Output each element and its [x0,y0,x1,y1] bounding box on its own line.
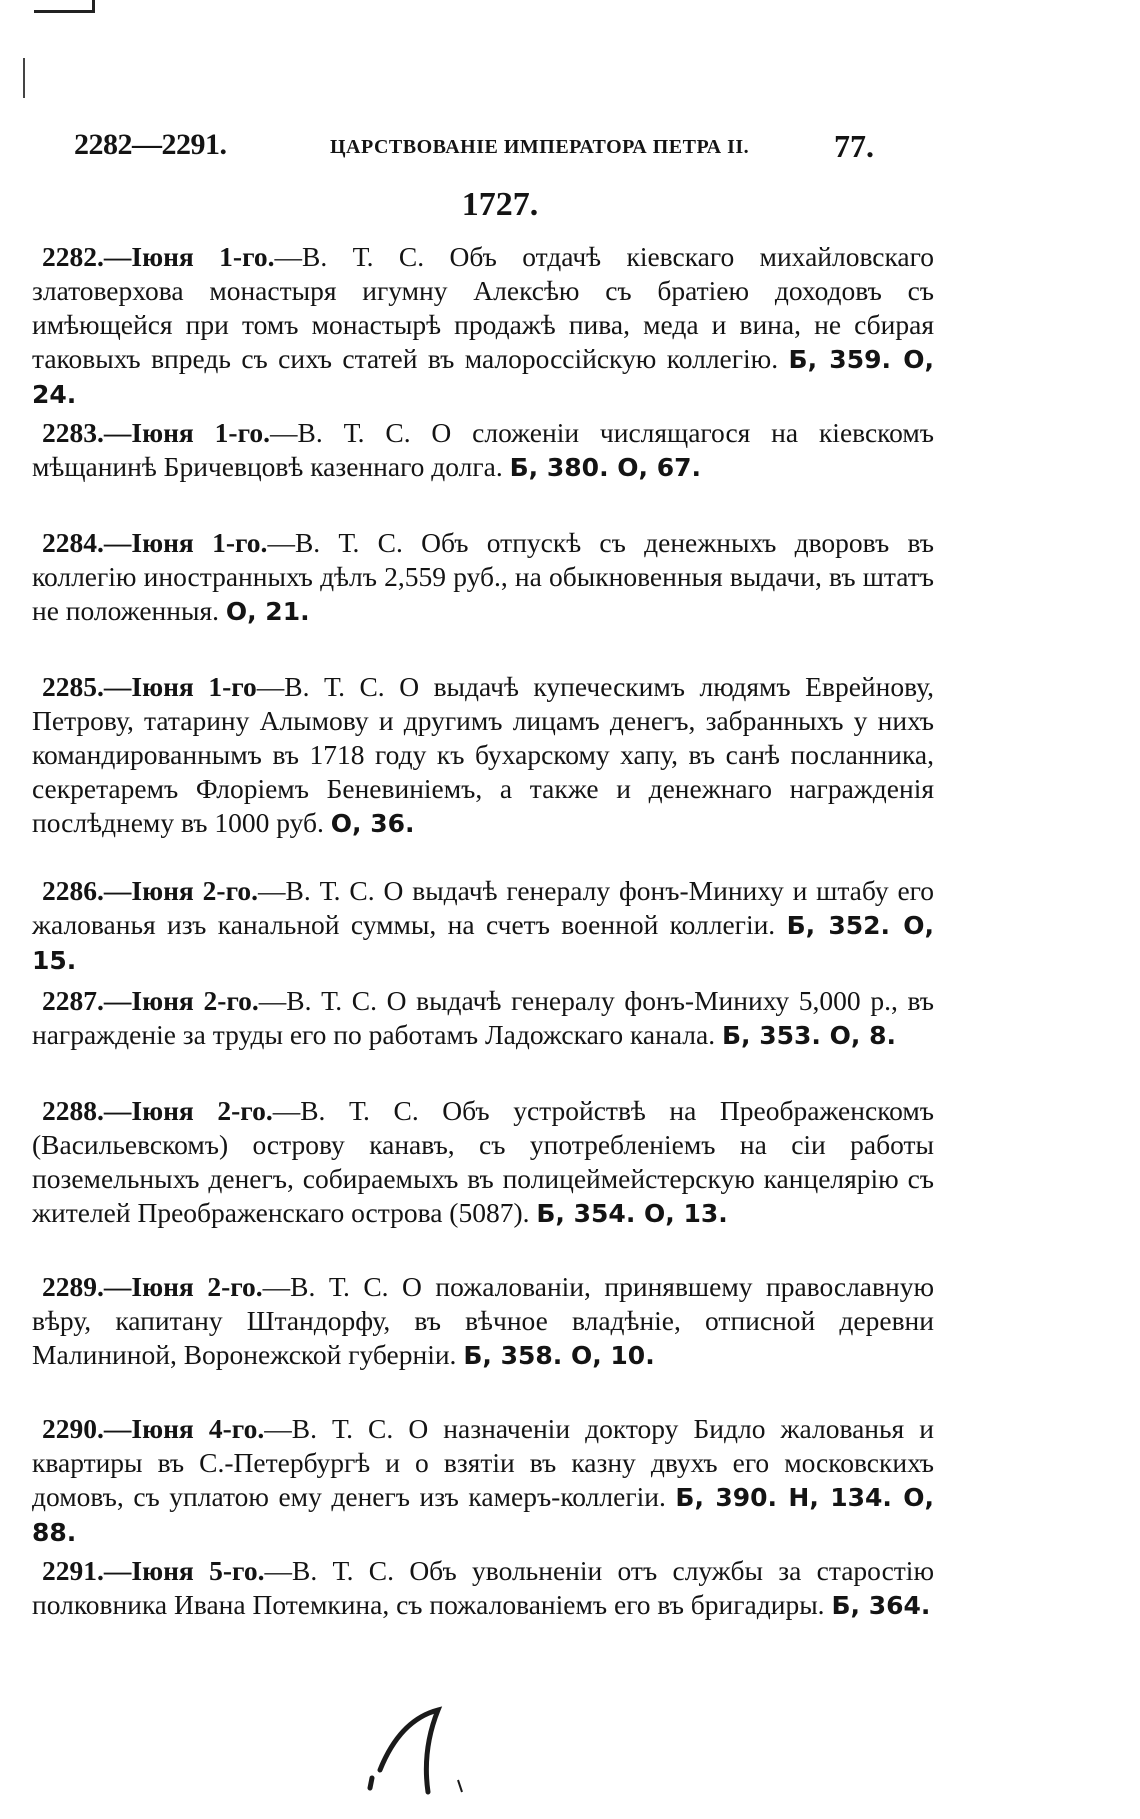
entry [32,240,934,409]
entry-text: —В. Т. С. Объ устройствѣ на Преображенскомъ (Васильевскомъ) острову канавъ, съ употребленіемъ на сіи работы поземельныхъ денегъ, собираемыхъ въ полицеймейстерскую канцелярію съ жителей Преображенскаго острова (5087). [32,1095,935,1228]
entry-date: —Іюня 2-го. [103,875,259,906]
entry-refs: Б, 364. [831,1591,931,1620]
entry-text: —В. Т. С. Объ увольненіи отъ службы за старостію полковника Ивана Потемкина, съ пожалованіемъ его въ бригадиры. [32,1555,934,1620]
entry-refs: Б, 359. О, 24. [32,345,934,409]
handwritten-mark [350,1700,480,1800]
entry [32,1094,934,1230]
entry-number: 2285. [42,671,104,702]
page-number: 77. [834,128,874,164]
entry [32,1412,935,1547]
entry-refs: О, 36. [330,809,415,838]
entry [32,984,934,1052]
entry-text: —В. Т. С. О пожалованіи, принявшему православную вѣру, капитану Штандорфу, въ вѣчное владѣніе, отписной деревни Малининой, Воронежской губерніи. [32,1271,935,1370]
running-head [74,128,874,168]
entry [32,874,935,975]
entry-text: —В. Т. С. Объ отпускѣ съ денежныхъ дворовъ въ коллегію иностранныхъ дѣлъ 2,559 руб., на обыкновенныя выдачи, въ штатъ не положенныя. [32,527,934,626]
entry-date: —Іюня 1-го [103,671,257,702]
entry-refs: О, 21. [225,597,310,626]
entry-number: 2290. [42,1413,104,1444]
entry-number: 2291. [42,1555,104,1586]
entry-text: —В. Т. С. О сложеніи числящагося на кіевскомъ мѣщанинѣ Бричевцовѣ казеннаго долга. [32,417,934,482]
running-title: ЦАРСТВОВАНІЕ ИМПЕРАТОРА ПЕТРА II. [330,136,750,158]
entry-refs: Б, 353. О, 8. [721,1021,896,1050]
entry-refs: Б, 354. О, 13. [536,1199,728,1228]
entry [32,1270,934,1372]
entry [32,526,934,628]
entry-text: —В. Т. С. О выдачѣ генералу фонъ-Миниху и штабу его жалованья изъ канальной суммы, на счетъ военной коллегіи. [32,875,935,940]
entry-refs: Б, 390. Н, 134. О, 88. [32,1483,935,1547]
entry-date: —Іюня 5-го. [103,1555,265,1586]
scan-artifact-left [23,58,25,98]
entry-number: 2286. [42,875,104,906]
entry-refs: Б, 380. О, 67. [509,453,702,482]
entry-text: —В. Т. С. Объ отдачѣ кіевскаго михайловскаго златоверхова монастыря игумну Алексѣю съ братіею доходовъ съ имѣющейся при томъ монастырѣ продажѣ пива, меда и вина, не сбирая таковыхъ впредь съ сихъ статей въ малороссійскую коллегію. [32,241,934,374]
entry-text: —В. Т. С. О назначеніи доктору Бидло жалованья и квартиры въ С.-Петербургѣ и о взятіи въ казну двухъ его московскихъ домовъ, съ уплатою ему денегъ изъ камеръ-коллегіи. [32,1413,935,1512]
entry-range: 2282—2291. [74,128,227,161]
entry-date: —Іюня 1-го. [103,241,275,272]
entry-text: —В. Т. С. О выдачѣ купеческимъ людямъ Еврейнову, Петрову, татарину Алымову и другимъ лицамъ денегъ, забранныхъ у нихъ командированнымъ въ 1718 году къ бухарскому хапу, въ санѣ посланника, секретаремъ Флоріемъ Беневиніемъ, а также и денежнаго награжденія послѣднему въ 1000 руб. [32,671,934,838]
entry-text: —В. Т. С. О выдачѣ генералу фонъ-Миниху 5,000 р., въ награжденіе за труды его по работамъ Ладожскаго канала. [32,985,934,1050]
entry-refs: Б, 358. О, 10. [463,1341,655,1370]
entry [32,1554,934,1622]
entry [32,416,934,484]
entry-number: 2283. [42,417,104,448]
entry-number: 2289. [42,1271,104,1302]
scan-artifact-top [34,0,95,13]
entry-number: 2282. [42,241,104,272]
entry-date: —Іюня 2-го. [103,1095,273,1126]
entry-number: 2284. [42,527,104,558]
entry-refs: Б, 352. О, 15. [32,911,934,975]
entry [32,670,934,840]
year-heading: 1727. [461,186,539,223]
entries-list [32,240,934,1622]
entry-date: —Іюня 1-го. [103,417,271,448]
entry-date: —Іюня 1-го. [103,527,268,558]
entry-number: 2287. [42,985,104,1016]
entry-number: 2288. [42,1095,104,1126]
entry-date: —Іюня 2-го. [103,1271,263,1302]
entry-date: —Іюня 4-го. [103,1413,265,1444]
entry-date: —Іюня 2-го. [103,985,259,1016]
